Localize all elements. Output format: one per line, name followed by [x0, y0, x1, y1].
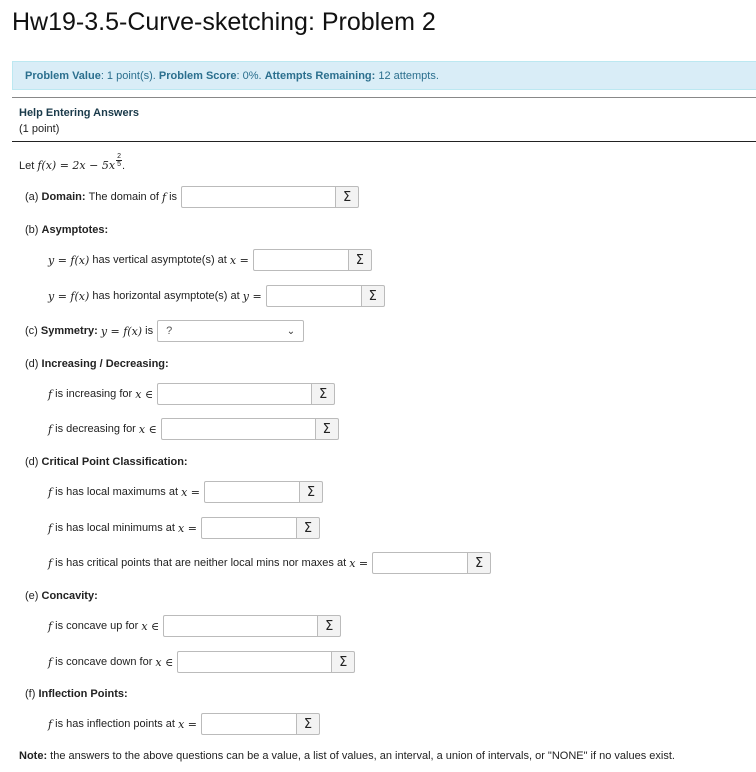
divider-top	[12, 97, 756, 98]
part-d-heading: Increasing / Decreasing:	[41, 358, 169, 370]
concave-down-var: f	[48, 655, 53, 669]
horizontal-asymptote-row	[48, 285, 385, 307]
problem-points: (1 point)	[19, 123, 60, 135]
part-e-heading: Concavity:	[41, 590, 98, 602]
part-a-row	[25, 186, 359, 208]
local-max-input[interactable]	[204, 481, 300, 503]
concave-up-var: f	[48, 619, 53, 633]
vertical-asymptote-answer-group	[253, 249, 372, 271]
neither-math: x =	[349, 556, 369, 570]
sigma-icon[interactable]: Σ	[318, 615, 341, 637]
function-expression: f(x) = 2x − 5x	[37, 159, 116, 172]
problem-value-text: : 1 point(s).	[100, 69, 156, 82]
answer-format-note	[19, 750, 675, 762]
part-c-text: is	[145, 325, 154, 337]
local-max-text: is has local maximums at	[55, 486, 179, 498]
vertical-asymptote-row	[48, 249, 372, 271]
neither-var: f	[48, 556, 53, 570]
attempts-remaining-text: 12 attempts.	[378, 69, 439, 82]
inflection-text: is has inflection points at	[55, 718, 175, 730]
function-suffix: .	[122, 159, 126, 172]
function-statement	[19, 153, 126, 173]
part-a-tail: is	[169, 191, 178, 203]
vertical-asymptote-math: y = f(x)	[48, 253, 90, 267]
decreasing-var: f	[48, 422, 53, 436]
neither-answer-group	[372, 552, 491, 574]
local-max-answer-group	[204, 481, 323, 503]
part-e-heading-row	[25, 590, 98, 602]
concave-up-text: is concave up for	[55, 620, 139, 632]
concave-down-answer-group	[177, 651, 355, 673]
domain-input[interactable]	[181, 186, 336, 208]
part-d-tag: (d)	[25, 358, 39, 370]
note-text: the answers to the above questions can be a value, a list of values, an interval, a union of intervals, or "NONE" if no values exist.	[50, 750, 675, 762]
problem-value-label: Problem Value	[25, 69, 101, 82]
part-b-heading-row	[25, 224, 108, 236]
critical-heading: Critical Point Classification:	[41, 456, 188, 468]
increasing-var: f	[48, 387, 53, 401]
vertical-asymptote-var: x =	[229, 253, 249, 267]
concave-down-math: x ∈	[155, 655, 174, 669]
horizontal-asymptote-input[interactable]	[266, 285, 362, 307]
part-a-var: f	[161, 190, 167, 204]
attempts-remaining-label: Attempts Remaining:	[264, 69, 376, 82]
inflection-input[interactable]	[201, 713, 297, 735]
part-a-text: The domain of	[88, 191, 159, 203]
concave-down-input[interactable]	[177, 651, 332, 673]
neither-row	[48, 552, 491, 574]
decreasing-row	[48, 418, 339, 440]
part-c-row	[25, 320, 304, 342]
divider-bottom	[12, 141, 756, 142]
horizontal-asymptote-answer-group	[266, 285, 385, 307]
part-f-tag: (f)	[25, 688, 36, 700]
part-a-heading: Domain:	[41, 191, 86, 203]
local-min-text: is has local minimums at	[55, 522, 175, 534]
sigma-icon[interactable]: Σ	[297, 713, 320, 735]
local-min-answer-group	[201, 517, 320, 539]
sigma-icon[interactable]: Σ	[336, 186, 359, 208]
horizontal-asymptote-var: y =	[242, 289, 262, 303]
concave-down-text: is concave down for	[55, 656, 153, 668]
concave-up-input[interactable]	[163, 615, 318, 637]
concave-up-row	[48, 615, 341, 637]
part-f-heading-row	[25, 688, 128, 700]
sigma-icon[interactable]: Σ	[362, 285, 385, 307]
neither-text: is has critical points that are neither local mins nor maxes at	[55, 557, 347, 569]
vertical-asymptote-text: has vertical asymptote(s) at	[92, 254, 227, 266]
concave-down-row	[48, 651, 355, 673]
concave-up-answer-group	[163, 615, 341, 637]
part-e-tag: (e)	[25, 590, 39, 602]
sigma-icon[interactable]: Σ	[332, 651, 355, 673]
concave-up-math: x ∈	[141, 619, 160, 633]
part-c-math: y = f(x)	[100, 324, 143, 338]
increasing-answer-group	[157, 383, 335, 405]
sigma-icon[interactable]: Σ	[312, 383, 335, 405]
increasing-row	[48, 383, 335, 405]
problem-info-bar	[12, 61, 756, 90]
increasing-input[interactable]	[157, 383, 312, 405]
part-a-tag: (a)	[25, 191, 39, 203]
exponent-denominator: 5	[117, 161, 121, 168]
local-min-input[interactable]	[201, 517, 297, 539]
symmetry-select[interactable]	[157, 320, 304, 342]
sigma-icon[interactable]: Σ	[468, 552, 491, 574]
exponent-numerator: 2	[117, 153, 121, 160]
part-b-tag: (b)	[25, 224, 39, 236]
part-f-heading: Inflection Points:	[38, 688, 128, 700]
decreasing-text: is decreasing for	[55, 423, 136, 435]
horizontal-asymptote-text: has horizontal asymptote(s) at	[92, 290, 240, 302]
note-label: Note:	[19, 750, 48, 762]
page-title: Hw19-3.5-Curve-sketching: Problem 2	[12, 8, 436, 36]
sigma-icon[interactable]: Σ	[300, 481, 323, 503]
local-min-row	[48, 517, 320, 539]
local-min-var: f	[48, 521, 53, 535]
sigma-icon[interactable]: Σ	[297, 517, 320, 539]
local-max-row	[48, 481, 323, 503]
increasing-text: is increasing for	[55, 388, 133, 400]
vertical-asymptote-input[interactable]	[253, 249, 349, 271]
sigma-icon[interactable]: Σ	[349, 249, 372, 271]
problem-score-text: : 0%.	[236, 69, 262, 82]
decreasing-input[interactable]	[161, 418, 316, 440]
part-b-heading: Asymptotes:	[41, 224, 109, 236]
inflection-answer-group	[201, 713, 320, 735]
symmetry-select-value: ?	[166, 325, 173, 337]
domain-answer-group	[181, 186, 359, 208]
increasing-math: x ∈	[135, 387, 154, 401]
function-exponent	[116, 153, 122, 168]
part-c-tag: (c)	[25, 325, 38, 337]
sigma-icon[interactable]: Σ	[316, 418, 339, 440]
chevron-down-icon: ⌄	[286, 325, 296, 337]
critical-heading-row	[25, 456, 188, 468]
inflection-math: x =	[178, 717, 197, 731]
local-min-math: x =	[178, 521, 197, 535]
critical-tag: (d)	[25, 456, 39, 468]
local-max-var: f	[48, 485, 53, 499]
problem-score-label: Problem Score	[158, 69, 237, 82]
inflection-var: f	[48, 717, 53, 731]
function-prefix: Let	[19, 159, 35, 172]
inflection-row	[48, 713, 320, 735]
local-max-math: x =	[181, 485, 200, 499]
help-entering-answers-link[interactable]: Help Entering Answers	[19, 107, 140, 119]
part-c-heading: Symmetry:	[40, 325, 98, 337]
neither-input[interactable]	[372, 552, 468, 574]
decreasing-answer-group	[161, 418, 339, 440]
part-d-heading-row	[25, 358, 169, 370]
horizontal-asymptote-math: y = f(x)	[48, 289, 90, 303]
decreasing-math: x ∈	[138, 422, 157, 436]
